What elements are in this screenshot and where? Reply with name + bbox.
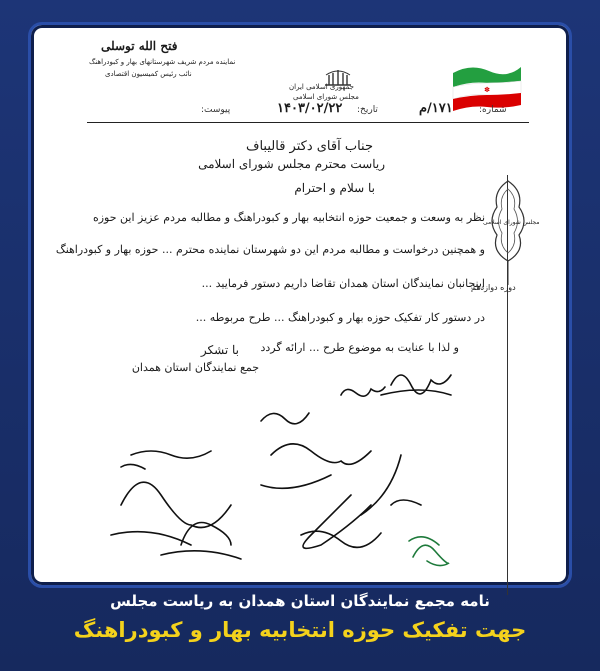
- salutation: جناب آقای دکتر قالیباف: [245, 139, 373, 154]
- date-value: ۱۴۰۳/۰۲/۲۲: [277, 101, 343, 116]
- document-card: [28, 22, 572, 588]
- body-line-5: و لذا با عنایت به موضوع طرح ... ارائه گردد: [260, 341, 459, 354]
- caption-headline: جهت تفکیک حوزه انتخابیه بهار و کبودراهنگ: [73, 618, 527, 642]
- member-title-line2: نماینده مردم شریف شهرستانهای بهار و کبودراهنگ: [89, 58, 236, 66]
- signature-6: [111, 482, 231, 545]
- iran-flag-icon: [451, 59, 523, 107]
- closing: با تشکر: [200, 343, 239, 357]
- body-line-1: نظر به وسعت و جمعیت حوزه انتخابیه بهار و کبودراهنگ و مطالبه مردم عزیز این حوزه: [92, 211, 485, 224]
- greeting: با سلام و احترام: [294, 181, 375, 195]
- member-title-line1: نائب رئیس کمیسیون اقتصادی: [105, 70, 192, 78]
- signature-3: [261, 413, 309, 424]
- body-line-3: اینجانبان نمایندگان استان همدان تقاضا داریم دستور فرمایید ...: [201, 277, 485, 290]
- signatures-area: [91, 345, 491, 585]
- signature-7: [303, 495, 371, 548]
- date-label: تاریخ:: [357, 105, 378, 115]
- side-term: دوره دوازدهم: [471, 283, 516, 292]
- salutation-title: ریاست محترم مجلس شورای اسلامی: [198, 157, 385, 171]
- svg-text:✽: ✽: [484, 86, 490, 94]
- number-value: ۱۷۱/م: [419, 101, 453, 116]
- member-name: فتح الله توسلی: [101, 39, 178, 53]
- number-label: شماره:: [479, 105, 507, 115]
- signature-2: [341, 387, 385, 396]
- header-divider: [87, 122, 529, 123]
- signature-green: [409, 537, 449, 566]
- signature-5: [261, 444, 371, 488]
- body-line-2: و همچنین درخواست و مطالبه مردم این دو شهرستان نماینده محترم ... حوزه بهار و کبودراهنگ: [55, 243, 485, 256]
- signature-4: [121, 451, 211, 469]
- center-header-line2: مجلس شورای اسلامی: [293, 93, 359, 101]
- caption-title: نامه مجمع نمایندگان استان همدان به ریاست مجلس: [110, 592, 490, 610]
- center-header-line1: جمهوری اسلامی ایران: [289, 83, 354, 91]
- signature-1: [381, 375, 451, 395]
- body-line-4: در دستور کار تفکیک حوزه بهار و کبودراهنگ ... طرح مربوطه ...: [195, 311, 485, 324]
- ornamental-frame-icon: [483, 177, 533, 287]
- attachment-label: پیوست:: [201, 105, 231, 115]
- side-title: مجلس شورای اسلامی: [483, 219, 540, 226]
- signers-line: جمع نمایندگان استان همدان: [131, 361, 259, 374]
